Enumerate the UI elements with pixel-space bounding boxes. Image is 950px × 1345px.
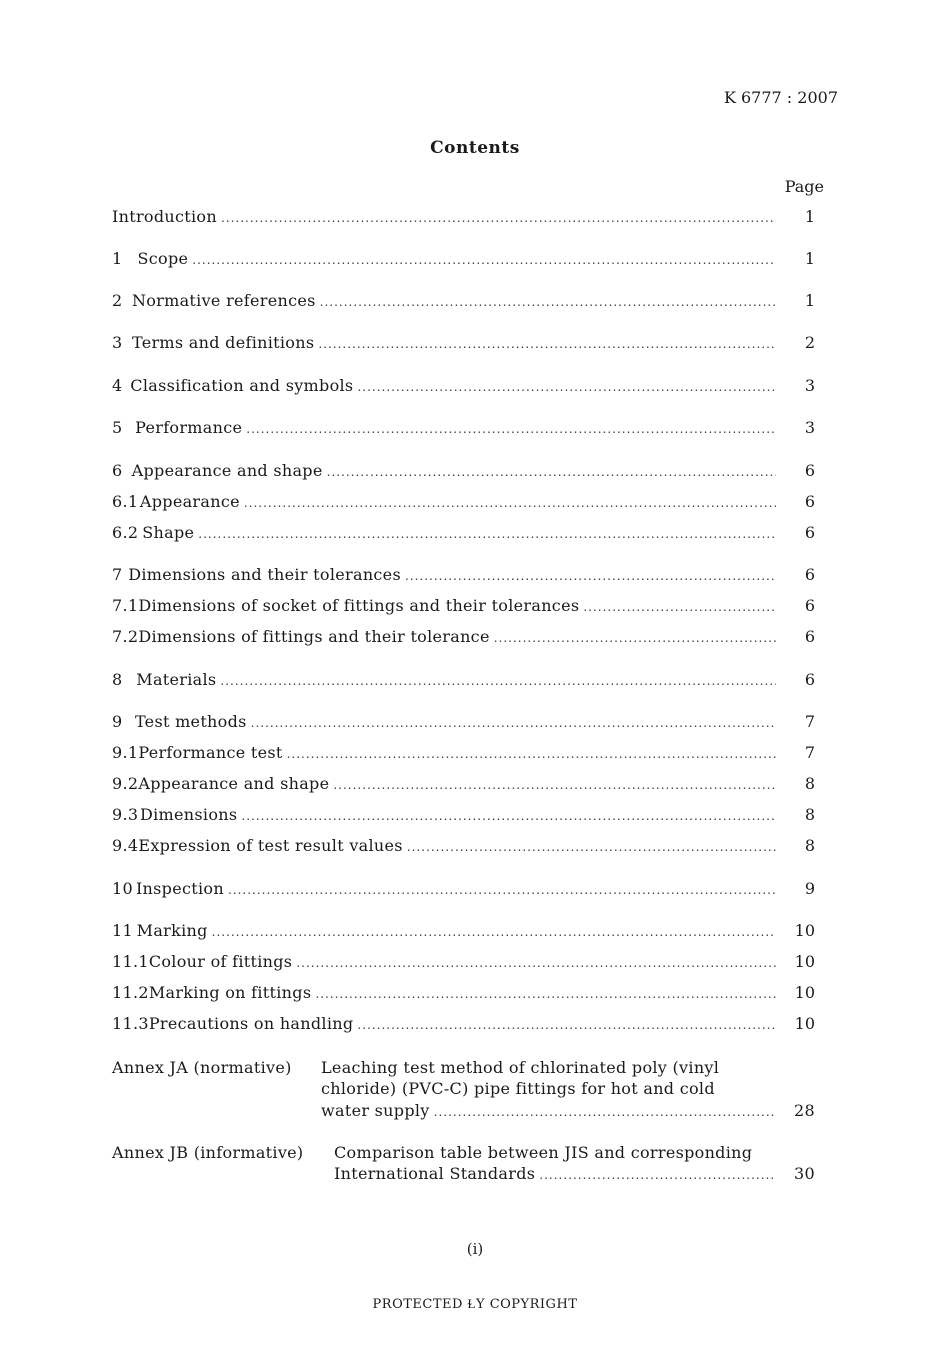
toc-entry-label: Terms and definitions: [131, 333, 315, 352]
toc-entry-label: Scope: [137, 249, 189, 268]
toc-entry-page: 2: [804, 333, 815, 352]
annex-ja-title-line3-text: water supply: [321, 1101, 430, 1120]
footer-page-number: (i): [466, 1240, 484, 1258]
toc-entry-page: 1: [804, 291, 815, 310]
annex-ja-title-line2: chloride) (PVC-C) pipe fittings for hot and cold: [321, 1079, 715, 1098]
toc-entry-page: 6: [804, 461, 815, 480]
toc-entry-page: 10: [794, 983, 815, 1002]
toc-entry-number: 7.2: [112, 627, 139, 646]
toc-entry-page: 8: [804, 774, 815, 793]
toc-entry-label: Test methods: [134, 712, 247, 731]
toc-entry-page: 10: [794, 1014, 815, 1033]
toc-entry-page: 3: [804, 418, 815, 437]
toc-entry-label: Introduction: [112, 207, 217, 226]
document-id: K 6777 : 2007: [723, 88, 838, 107]
toc-entry-number: 6.1: [112, 492, 139, 511]
toc-entry-page: 6: [804, 627, 815, 646]
toc-entry-number: 11: [112, 921, 133, 940]
toc-entry-number: 9.2: [112, 774, 139, 793]
toc-entry-number: 11.3: [112, 1014, 149, 1033]
toc-entry-number: 8: [112, 670, 123, 689]
toc-entry-page: 8: [804, 836, 815, 855]
toc-entry-number: 1: [112, 249, 123, 268]
annex-ja-title-line3: [321, 1100, 776, 1121]
toc-entry-number: 9.4: [112, 836, 139, 855]
toc-entry-page: 6: [804, 492, 815, 511]
toc-entry-label: Performance: [135, 418, 243, 437]
toc-entry-label: Shape: [142, 523, 195, 542]
toc-entry-number: 3: [112, 333, 123, 352]
toc-entry-label: Marking: [136, 921, 208, 940]
toc-entry-label: Classification and symbols: [130, 376, 354, 395]
toc-entry-page: 10: [794, 952, 815, 971]
toc-entry-number: 9.3: [112, 805, 139, 824]
annex-ja-entry[interactable]: [112, 1057, 822, 1127]
toc-entry-page: 6: [804, 523, 815, 542]
annex-ja-page: 28: [794, 1101, 815, 1120]
toc-entry-number: 6: [112, 461, 123, 480]
toc-entry-label: Inspection: [135, 879, 224, 898]
toc-entry-page: 9: [804, 879, 815, 898]
toc-entry-label: Appearance and shape: [131, 461, 323, 480]
annex-jb-page: 30: [794, 1164, 815, 1183]
annex-jb-title-line2: [334, 1163, 776, 1184]
toc-entry-number: 2: [112, 291, 123, 310]
toc-entry-label: Precautions on handling: [148, 1014, 354, 1033]
toc-entry-number: 7.1: [112, 596, 139, 615]
toc-entry-number: 11.2: [112, 983, 149, 1002]
toc-entry-label: Appearance: [139, 492, 240, 511]
toc-entry-label: Normative references: [131, 291, 316, 310]
toc-entry-page: 1: [804, 207, 815, 226]
toc-entry-number: 6.2: [112, 523, 139, 542]
toc-entry-number: 4: [112, 376, 123, 395]
page-column-header: Page: [784, 177, 824, 196]
toc-entry-label: Expression of test result values: [138, 836, 403, 855]
contents-title: Contents: [430, 138, 520, 158]
leader-dots: [434, 1102, 776, 1123]
annex-jb-label: Annex JB (informative): [112, 1143, 304, 1162]
toc-entry-number: 11.1: [112, 952, 149, 971]
toc-entry-page: 3: [804, 376, 815, 395]
toc-entry-label: Dimensions: [140, 805, 238, 824]
toc-entry-label: Dimensions of fittings and their tolerance: [138, 627, 490, 646]
toc-entry-label: Appearance and shape: [138, 774, 330, 793]
toc-entry-page: 6: [804, 670, 815, 689]
toc-entry-label: Marking on fittings: [148, 983, 312, 1002]
annex-jb-title-line2-text: International Standards: [334, 1164, 536, 1183]
toc-entry-number: 9.1: [112, 743, 139, 762]
toc-entry-label: Performance test: [138, 743, 283, 762]
annex-jb-entry[interactable]: [112, 1142, 822, 1192]
toc-entry-page: 7: [804, 743, 815, 762]
toc-entry-label: Dimensions of socket of fittings and their tolerances: [138, 596, 580, 615]
toc-entry-page: 10: [794, 921, 815, 940]
toc-entry-page: 6: [804, 565, 815, 584]
toc-entry-label: Materials: [136, 670, 217, 689]
footer-copyright: PROTECTED ⱢY COPYRIGHT: [372, 1297, 578, 1312]
toc-entry-number: 5: [112, 418, 123, 437]
annex-jb-title-line1: Comparison table between JIS and corresponding: [334, 1143, 753, 1162]
toc-entry-number: 10: [112, 879, 133, 898]
toc-entry-number: 7: [112, 565, 123, 584]
toc-entry-page: 7: [804, 712, 815, 731]
annex-ja-title-line1: Leaching test method of chlorinated poly (vinyl: [321, 1058, 720, 1077]
annex-ja-label: Annex JA (normative): [112, 1058, 292, 1077]
leader-dots: [539, 1165, 776, 1186]
toc-entry-label: Dimensions and their tolerances: [128, 565, 401, 584]
toc-entry-label: Colour of fittings: [148, 952, 293, 971]
toc-entry-page: 6: [804, 596, 815, 615]
toc-entry-page: 8: [804, 805, 815, 824]
toc-entry-page: 1: [804, 249, 815, 268]
toc-entry-number: 9: [112, 712, 123, 731]
